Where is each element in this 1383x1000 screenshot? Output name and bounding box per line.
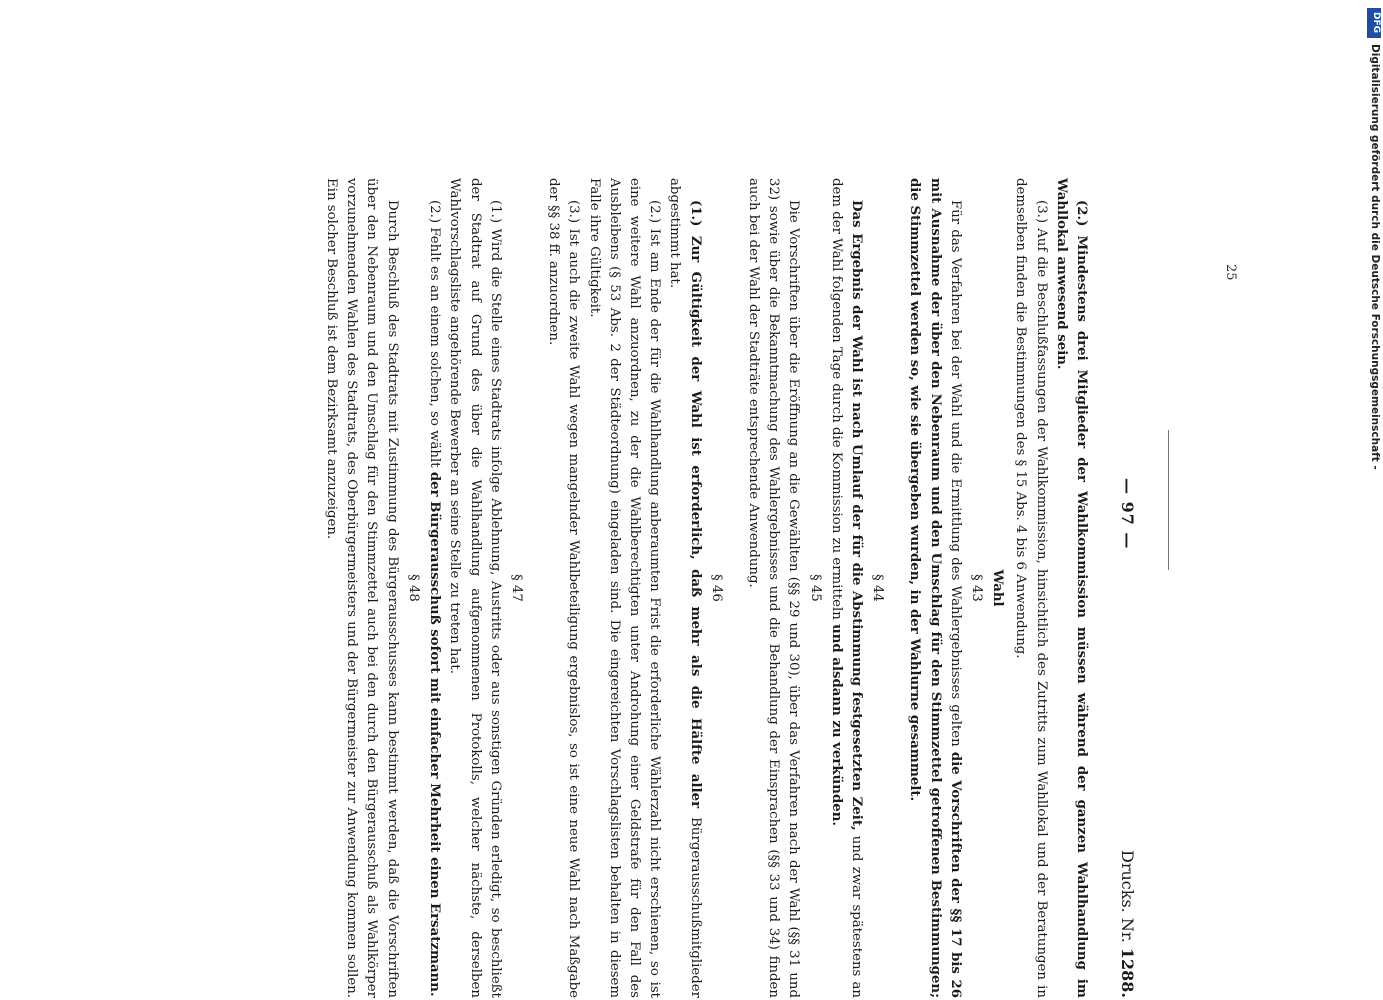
dfg-logo: [1367, 8, 1381, 38]
drucksache-label: Drucks. Nr.: [1118, 850, 1137, 943]
section-43-text-plain: Für das Verfahren bei der Wahl und die Ermittlung des Wahlergebnisses gelten: [947, 200, 963, 752]
section-44-text-plain: und zwar spätestens an dem der Wahl folgenden Tage durch die Kommission zu ermitteln: [828, 178, 864, 998]
paragraph-2: (2.) Mindestens drei Mitglieder der Wahlkommission müssen während der ganzen Wahlhandlung im Wahllokal anwesend sein.: [1053, 178, 1089, 998]
section-number-46: § 46: [708, 574, 724, 602]
section-number-44: § 44: [870, 574, 886, 602]
section-46-paragraph-3: (3.) Ist auch die zweite Wahl wegen mangelnder Wahlbeteiligung ergebnislos, so ist eine neue Wahl nach Maßgabe der §§ 38 ff. anzuordnen.: [546, 178, 582, 998]
digitization-credit-strip: [1367, 8, 1381, 470]
footer-mark: 25: [1223, 264, 1238, 281]
section-46-paragraph-2: (2.) Ist am Ende der für die Wahlhandlung anberaumten Frist die erforderliche Wählerzahl nicht erschienen, so ist eine weitere Wahl anzuordnen, zu der die Wahlberechtigten unter Androhung einer Geldstrafe für den Fall des Ausbleibens (§ 53 Abs. 2 der Städteordnung) eingeladen sind. Die eingereichten Vorschlagslisten behalten in diesem Falle ihre Gültigkeit.: [586, 178, 663, 998]
section-number-43: § 43: [968, 574, 984, 602]
section-number-45: § 45: [807, 574, 823, 602]
drucksache-number: 1288.: [1118, 947, 1137, 998]
section-43-text: [904, 178, 965, 998]
digitization-credit-text: Digitalisierung gefördert durch die Deutsche Forschungsgemeinschaft -: [1369, 44, 1381, 470]
section-46-p1-bold: (1.) Zur Gültigkeit der Wahl ist erforderlich, daß mehr als die Hälfte aller: [687, 200, 703, 809]
section-number-48: § 48: [405, 574, 421, 602]
section-47-p2-bold: der Bürgerausschuß sofort mit einfacher Mehrheit einen Ersatzmann.: [427, 471, 443, 997]
section-heading-wahl: Wahl: [990, 569, 1006, 607]
section-48-text: [321, 178, 402, 998]
drucksache-reference: [1117, 850, 1137, 998]
page-header: [1113, 178, 1137, 998]
section-43-text-bold: die Vorschriften der §§ 17 bis 26 mit Ausnahme der über den Nebenraum und den Umschlag für den Stimmzettel getroffenen Bestimmungen; die Stimmzettel werden so, wie sie übergeben wurden, in der Wahlurne gesammelt.: [907, 178, 963, 998]
section-48-text-main: Durch Beschluß des Stadtrats mit Zustimmung des Bürgerausschusses kann bestimmt werden, daß die Vorschriften über den Nebenraum und den Umschlag für den Stimmzettel auch bei den durch den Bürgerausschuß als Wahlkörper vorzunehmenden Wahlen des Stadtrats, des Oberbürgermeisters und der Bürgermeister zur Anwendung kommen sollen.: [344, 178, 400, 998]
section-47-p2-plain: (2.) Fehlt es an einem solchen, so wählt: [427, 200, 443, 472]
paragraph-3: (3.) Auf die Beschlußfassungen der Wahlkommission, hinsichtlich des Zutritts zum Wahllokal und der Beratungen in demselben finden die Bestimmungen des § 15 Abs. 4 bis 6 Anwendung.: [1013, 178, 1049, 998]
section-44-text: [826, 178, 866, 998]
document-page: [147, 178, 1137, 998]
section-46-paragraph-1: [664, 178, 704, 998]
section-44-text-bold-1: Das Ergebnis der Wahl ist nach Umlauf der für die Abstimmung festgesetzten Zeit,: [848, 200, 864, 831]
section-46-p1-plain: Bürgerausschußmitglieder abgestimmt hat.: [667, 178, 703, 998]
page-body: [321, 178, 1091, 998]
section-44-text-bold-2: und alsdann zu verkünden.: [828, 624, 844, 827]
section-48-text-tail: Ein solcher Beschluß ist dem Bezirksamt anzuzeigen.: [324, 178, 340, 540]
dfg-logo-text: DFG: [1371, 12, 1381, 34]
end-rule: [1168, 430, 1169, 570]
page-number: — 97 —: [1118, 478, 1137, 550]
section-number-47: § 47: [508, 574, 524, 602]
section-47-paragraph-2: [424, 178, 444, 998]
section-45-text: Die Vorschriften über die Eröffnung an die Gewählten (§§ 29 und 30), über das Verfahren nach der Wahl (§§ 31 und 32) sowie über die Bekanntmachung des Wahlergebnisses und die Behandlung der Einsprachen (§§ 33 und 34) finden auch bei der Wahl der Stadträte entsprechende Anwendung.: [745, 178, 802, 998]
section-47-paragraph-1: (1.) Wird die Stelle eines Stadtrats infolge Ablehnung, Austritts oder aus sonstigen Gründen erledigt, so beschließt der Stadtrat auf Grund des über die Wahlhandlung aufgenommenen Protokolls, welcher nächste, derselben Wahlvorschlagsliste angehörende Bewerber an seine Stelle zu treten hat.: [447, 178, 503, 998]
